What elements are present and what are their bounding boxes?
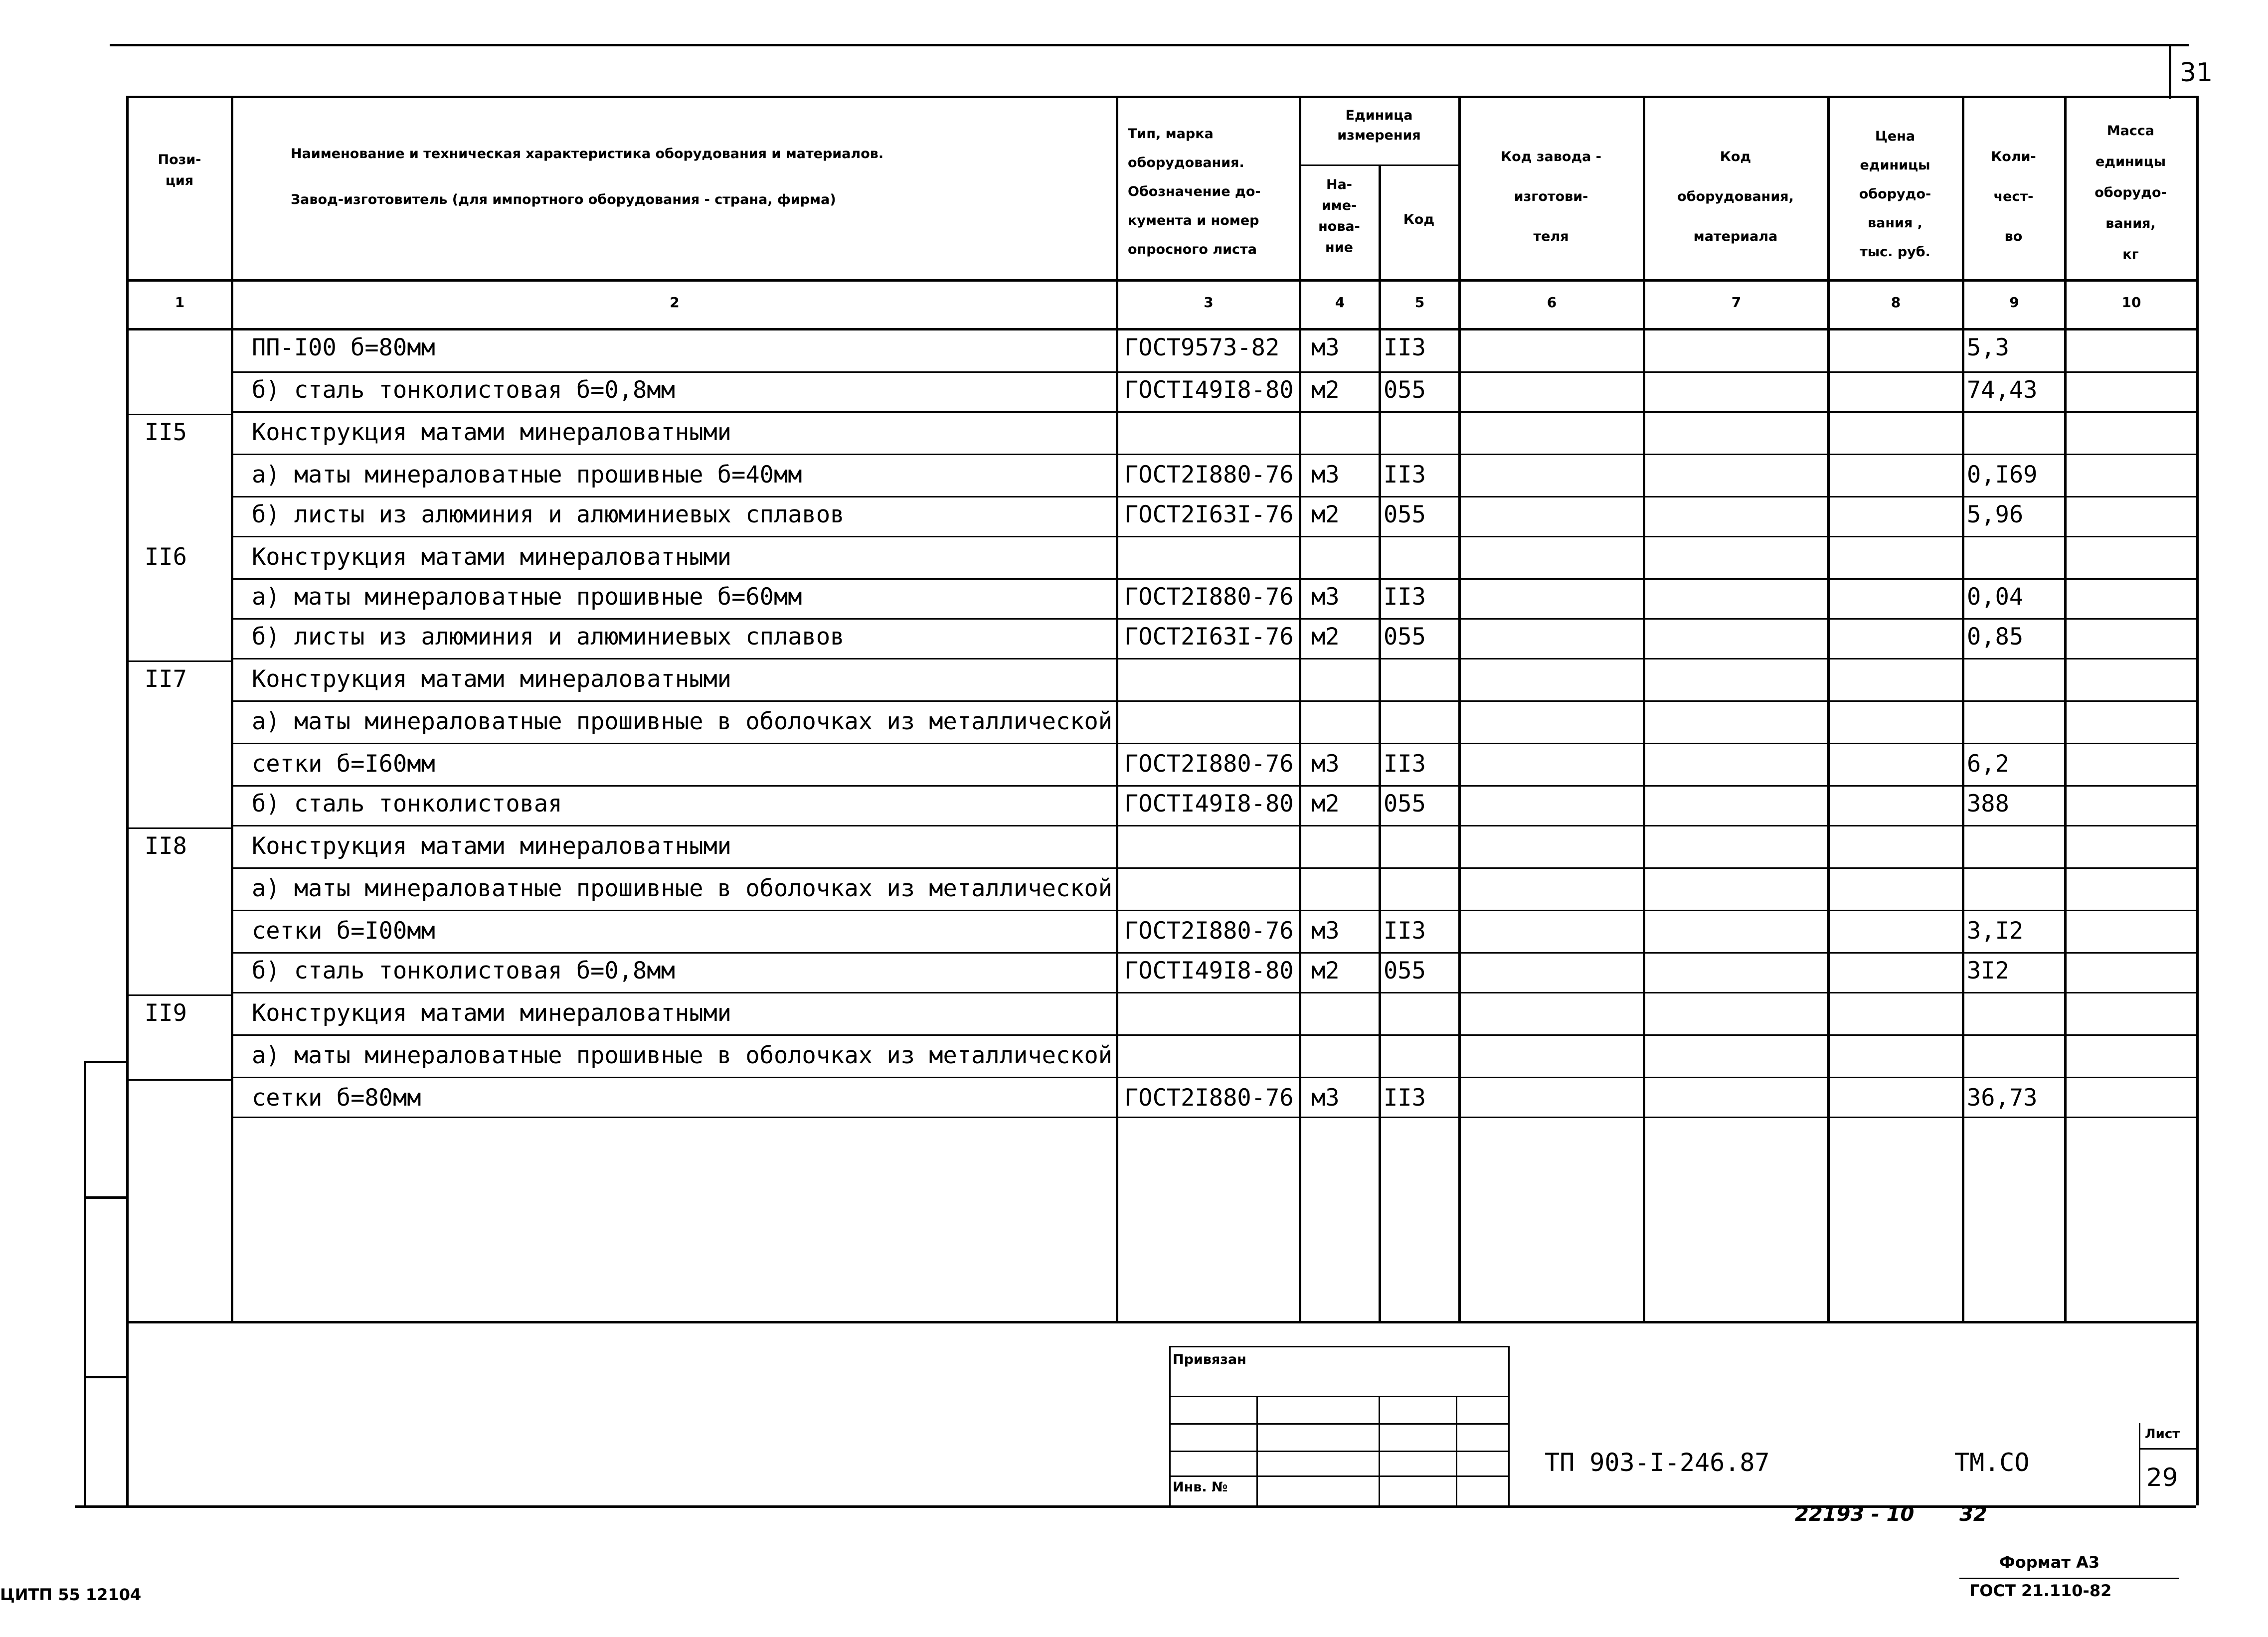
colnum-9: 9 [2009,294,2019,311]
row-name: Конструкция матами минераловатными [252,665,732,693]
page-number-top: 31 [2180,58,2213,88]
col-line-6 [1643,96,1645,1321]
row-separator [231,1077,2196,1078]
row-name: а) маты минераловатные прошивные б=60мм [252,583,802,611]
stamp-box-right [1508,1346,1510,1505]
row-separator [231,700,2196,702]
stamp-box-top [1169,1346,1508,1347]
row-document: ГОСТI49I8-80 [1124,376,1294,404]
colnum-6: 6 [1547,294,1557,311]
row-quantity: 5,96 [1967,501,2024,528]
header-col3: Тип, марка оборудования. Обозначение до- кумента и номер опросного листа [1128,126,1261,257]
row-name: ПП-I00 б=80мм [252,334,435,361]
colnum-8: 8 [1891,294,1901,311]
stamp-privyazan: Привязан [1173,1352,1246,1367]
binding-tick-4 [75,1505,126,1508]
group-separator [126,1079,231,1081]
row-quantity: 3,I2 [1967,917,2024,945]
row-unit: м2 [1311,623,1340,651]
row-unit: м2 [1311,957,1340,984]
row-quantity: 0,04 [1967,583,2024,611]
row-name: а) маты минераловатные прошивные в оболочках из металлической [252,1042,1113,1069]
row-unit: м2 [1311,376,1340,404]
row-separator [231,1117,2196,1118]
row-separator [231,743,2196,744]
binding-tick-2 [84,1196,126,1199]
row-unit: м3 [1311,334,1340,361]
row-document: ГОСТ2I63I-76 [1124,501,1294,528]
row-separator [231,825,2196,826]
row-quantity: 6,2 [1967,750,2009,778]
group-separator [126,827,231,829]
row-unit: м2 [1311,790,1340,818]
row-separator [231,1034,2196,1036]
archive-number: 22193 - 10 [1795,1503,1915,1526]
row-document: ГОСТI49I8-80 [1124,957,1294,984]
row-position: II9 [145,999,187,1027]
stamp-grid-h2 [1169,1423,1508,1425]
row-name: Конструкция матами минераловатными [252,543,732,571]
row-unit-code: 055 [1384,790,1426,818]
stamp-designation: ТП 903-I-246.87 [1545,1448,1770,1477]
row-position: II6 [145,543,187,571]
row-unit-code: II3 [1384,334,1426,361]
row-separator [231,867,2196,869]
colnum-7: 7 [1731,294,1742,311]
stamp-grid-h1 [1169,1396,1508,1397]
row-unit-code: 055 [1384,376,1426,404]
gost-label: ГОСТ 21.110-82 [1969,1581,2112,1600]
col-line-1 [231,96,233,1321]
row-name: б) сталь тонколистовая [252,790,562,818]
colnum-4: 4 [1335,294,1345,311]
binding-tick-3 [84,1376,126,1378]
group-separator [126,414,231,415]
row-separator [231,496,2196,497]
col-line-5 [1458,96,1461,1321]
page-number-box-left [2169,44,2171,99]
row-name: Конструкция матами минераловатными [252,999,732,1027]
row-separator [231,454,2196,455]
format-label: Формат А3 [1999,1553,2100,1572]
header-col8: Цена единицы оборудо- вания , тыс. руб. [1859,129,1931,260]
header-col1: Пози- ция [158,152,201,188]
sheet-box-divider [2139,1448,2196,1450]
row-unit: м3 [1311,1084,1340,1112]
table-top-line [126,96,2196,98]
row-separator [231,578,2196,580]
archive-page: 32 [1959,1503,1987,1526]
row-separator [231,536,2196,537]
header-col4: На- имe- нова- ние [1318,177,1360,255]
left-code: ЦИТП 55 12104 [0,1585,142,1604]
row-document: ГОСТI49I8-80 [1124,790,1294,818]
binding-line [84,1061,86,1505]
sheet-number: 29 [2146,1463,2178,1492]
header-col6: Код завода - изготови- теля [1501,149,1601,244]
body-bottom-line [126,1321,2196,1323]
row-document: ГОСТ2I63I-76 [1124,623,1294,651]
row-separator [231,371,2196,373]
group-separator [126,660,231,662]
row-document: ГОСТ2I880-76 [1124,1084,1294,1112]
row-position: II8 [145,832,187,860]
row-name: а) маты минераловатные прошивные в оболочках из металлической [252,708,1113,735]
row-name: сетки б=I00мм [252,917,435,945]
colnum-5: 5 [1414,294,1425,311]
row-document: ГОСТ2I880-76 [1124,917,1294,945]
header-col5: Код [1403,212,1435,227]
stamp-box-left [1169,1346,1171,1505]
row-separator [231,618,2196,620]
row-unit: м3 [1311,750,1340,778]
row-quantity: 36,73 [1967,1084,2038,1112]
row-quantity: 5,3 [1967,334,2009,361]
row-name: б) листы из алюминия и алюминиевых сплавов [252,623,845,651]
row-separator [231,910,2196,911]
colnum-1: 1 [174,294,185,311]
stamp-section: ТМ.СО [1954,1448,2030,1477]
header-col7: Код оборудования, материала [1677,149,1794,244]
row-document: ГОСТ2I880-76 [1124,461,1294,489]
row-document: ГОСТ2I880-76 [1124,583,1294,611]
row-quantity: 3I2 [1967,957,2009,984]
row-separator [231,785,2196,787]
row-separator [231,411,2196,413]
top-border-line [110,44,2189,46]
row-quantity: 0,I69 [1967,461,2038,489]
stamp-inv-no: Инв. № [1173,1479,1228,1495]
col-line-2 [1116,96,1118,1321]
stamp-grid-h4 [1169,1475,1508,1477]
row-quantity: 0,85 [1967,623,2024,651]
row-unit-code: II3 [1384,1084,1426,1112]
unit-header-divider [1299,164,1458,166]
row-name: б) листы из алюминия и алюминиевых сплавов [252,501,845,528]
col-line-3 [1299,96,1301,1321]
header-col2-line1: Наименование и техническая характеристика оборудования и материалов. [291,146,884,162]
col-line-8 [1962,96,1964,1321]
row-document: ГОСТ9573-82 [1124,334,1280,361]
row-unit-code: 055 [1384,501,1426,528]
row-position: II5 [145,419,187,446]
header-col10: Масса единицы оборудо- вания, кг [2094,123,2167,262]
col-line-9 [2064,96,2067,1321]
row-quantity: 388 [1967,790,2009,818]
header-col9: Коли- чест- во [1991,149,2036,244]
col-line-10 [2196,96,2199,1505]
sheet-box-left [2139,1423,2140,1505]
row-name: а) маты минераловатные прошивные б=40мм [252,461,802,489]
row-unit: м2 [1311,501,1340,528]
footer-gost-line [1959,1578,2179,1579]
colnum-10: 10 [2121,294,2141,311]
row-name: б) сталь тонколистовая б=0,8мм [252,376,675,404]
row-name: сетки б=I60мм [252,750,435,778]
header-col2-line2: Завод-изготовитель (для импортного оборудования - страна, фирма) [291,192,836,207]
row-separator [231,952,2196,954]
stamp-grid-v2 [1379,1396,1380,1505]
row-document: ГОСТ2I880-76 [1124,750,1294,778]
row-name: Конструкция матами минераловатными [252,419,732,446]
row-unit: м3 [1311,917,1340,945]
row-unit-code: II3 [1384,750,1426,778]
colnum-2: 2 [670,294,680,311]
row-separator [231,992,2196,993]
stamp-grid-h3 [1169,1451,1508,1452]
row-unit: м3 [1311,461,1340,489]
row-name: сетки б=80мм [252,1084,421,1112]
colnum-bottom-line [126,328,2196,330]
group-separator [126,994,231,996]
row-name: а) маты минераловатные прошивные в оболочках из металлической [252,875,1113,902]
col-line-7 [1827,96,1830,1321]
row-unit-code: II3 [1384,461,1426,489]
row-position: II7 [145,665,187,693]
row-quantity: 74,43 [1967,376,2038,404]
row-unit: м3 [1311,583,1340,611]
row-unit-code: II3 [1384,917,1426,945]
row-name: Конструкция матами минераловатными [252,832,732,860]
stamp-grid-v1 [1256,1396,1258,1505]
header-unit-title: Единица измерения [1337,108,1421,143]
row-unit-code: II3 [1384,583,1426,611]
row-separator [231,658,2196,659]
stamp-grid-v3 [1456,1396,1457,1505]
binding-tick-1 [84,1061,126,1063]
row-name: б) сталь тонколистовая б=0,8мм [252,957,675,984]
row-unit-code: 055 [1384,957,1426,984]
header-bottom-line [126,279,2196,282]
colnum-3: 3 [1204,294,1214,311]
sheet-label: Лист [2145,1427,2180,1442]
row-unit-code: 055 [1384,623,1426,651]
